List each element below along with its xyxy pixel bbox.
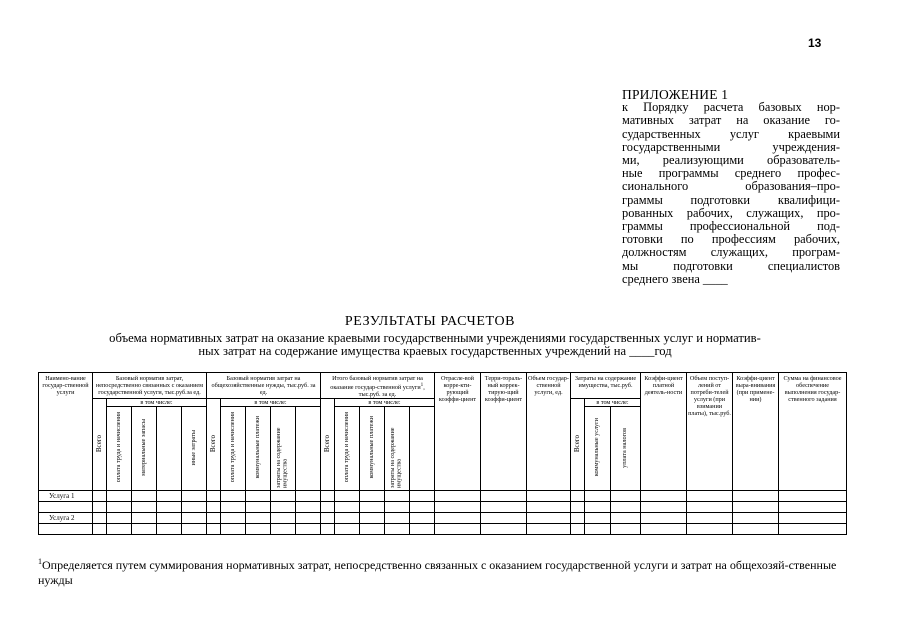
- table-row: [39, 491, 847, 502]
- subheader-empty: [410, 407, 435, 491]
- table-row: [39, 513, 847, 524]
- including-label: в том числе:: [335, 399, 435, 407]
- including-label: в том числе:: [107, 399, 207, 407]
- subheader-utilities: коммунальные платежи: [246, 407, 271, 491]
- footnote-marker: 1: [38, 557, 42, 566]
- subheader-empty: [157, 407, 182, 491]
- row-label: Услуга 2: [39, 513, 93, 524]
- results-subtitle: [40, 332, 830, 358]
- header-base-general: Базовый норматив затрат на общехозяйственные нужды, тыс.руб. за ед.: [207, 373, 321, 399]
- header-property-costs: Затраты на содержание имущества, тыс.руб.: [571, 373, 641, 399]
- including-label: в том числе:: [221, 399, 321, 407]
- appendix-line: рованных рабочих, служащих, про-: [622, 205, 840, 220]
- footnote: [38, 558, 868, 588]
- subheader-property-maintenance: затраты на содержание имущества: [271, 407, 296, 491]
- results-title: РЕЗУЛЬТАТЫ РАСЧЕТОВ: [344, 314, 516, 329]
- subheader-utilities: коммунальные платежи: [360, 407, 385, 491]
- subheader-labor: оплата труда и начисления: [221, 407, 246, 491]
- header-service-name: Наимено-вание государ-ственной услуги: [39, 373, 93, 491]
- appendix-line: мативных затрат на оказание го-: [622, 113, 840, 128]
- header-territorial-coefficient: Терри-тораль-ный коррек-тирую-щий коэффи-циент: [481, 373, 527, 491]
- subheader-other: иные затраты: [182, 407, 207, 491]
- header-leveling-coefficient: Коэффи-циент выра-внивания (при примене-нии): [733, 373, 779, 491]
- subheader-total: Всего: [93, 399, 107, 491]
- header-base-direct: Базовый норматив затрат, непосредственно связанных с оказанием государственной услуги, тыс.руб.за ед.: [93, 373, 207, 399]
- appendix-line: должностям служащих, програм-: [622, 245, 840, 260]
- appendix-title: ПРИЛОЖЕНИЕ 1: [622, 87, 729, 102]
- header-funding-total: Сумма на финансовое обеспечение выполнения государ-ственного задания: [779, 373, 847, 491]
- table-row: [39, 502, 847, 513]
- appendix-line: готовки по профессиям рабочих,: [622, 232, 840, 247]
- row-label: Услуга 1: [39, 491, 93, 502]
- results-subtitle-line: объема нормативных затрат на оказание краевыми государственными учреждениями государственных услуг и норматив-: [109, 331, 761, 345]
- header-industry-coefficient: Отрасле-вой корре-кти-рующий коэффи-циент: [435, 373, 481, 491]
- header-total-base: Итого базовый норматив затрат на оказание государ-ственной услуги$^1$, тыс.руб. за ед.: [321, 373, 435, 399]
- appendix-line: мы подготовки специалистов: [622, 258, 840, 273]
- results-table: [38, 372, 847, 535]
- appendix-line: граммы подготовки квалифици-: [622, 192, 840, 207]
- appendix-line: граммы профессиональной под-: [622, 219, 840, 234]
- including-label: в том числе:: [585, 399, 641, 407]
- subheader-utility-services: коммунальные услуги: [585, 407, 611, 491]
- appendix-line: ные программы среднего профес-: [622, 166, 840, 181]
- header-service-volume: Объем государ-ственной услуги, ед.: [527, 373, 571, 491]
- appendix-line: сионального образования–про-: [622, 179, 840, 194]
- subheader-labor: оплата труда и начисления: [107, 407, 132, 491]
- appendix-line: ми, реализующими образователь-: [622, 153, 840, 168]
- appendix-block: [622, 88, 840, 286]
- subheader-empty: [296, 407, 321, 491]
- header-paid-volume: Объем поступ-лений от потреби-телей услуги (при взимании платы), тыс.руб.: [687, 373, 733, 491]
- subheader-labor: оплата труда и начисления: [335, 407, 360, 491]
- header-paid-activity-coefficient: Коэффи-циент платной деятель-ности: [641, 373, 687, 491]
- appendix-line: сударственных услуг краевыми: [622, 126, 840, 141]
- subheader-taxes: уплата налогов: [611, 407, 641, 491]
- results-subtitle-line: ных затрат на содержание имущества краевых государственных учреждений на ____год: [198, 344, 672, 358]
- subheader-property-maintenance: затраты на содержание имущества: [385, 407, 410, 491]
- appendix-line: к Порядку расчета базовых нор-: [622, 100, 840, 115]
- subheader-total: Всего: [321, 399, 335, 491]
- table-row: [39, 524, 847, 535]
- appendix-line: государственными учреждения-: [622, 139, 840, 154]
- footnote-text: Определяется путем суммирования нормативных затрат, непосредственно связанных с оказанием государственной услуги и затрат на общехозяй-ственные нужды: [38, 558, 837, 587]
- subheader-total: Всего: [207, 399, 221, 491]
- appendix-line: среднего звена ____: [622, 271, 728, 286]
- subheader-total: Всего: [571, 399, 585, 491]
- page-number: 13: [808, 36, 822, 50]
- subheader-materials: материальные запасы: [132, 407, 157, 491]
